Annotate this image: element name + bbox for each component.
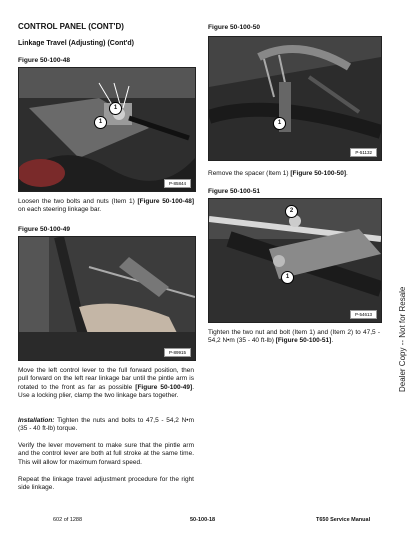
figure-caption-50: Figure 50-100-50: [208, 24, 261, 31]
photo-id-49: P-89915: [164, 348, 191, 357]
paragraph-tighten: Tighten the two nut and bolt (Item 1) and (Item 2) to 47,5 - 54,2 N•m (35 - 40 ft-lb) [Figure 50-100-51].: [208, 329, 380, 345]
paragraph-loosen-bolts: Loosen the two bolts and nuts (Item 1) [Figure 50-100-48] on each steering linkage bar.: [18, 198, 194, 214]
callout-1-b: 1: [94, 116, 107, 129]
paragraph-installation: Installation: Tighten the nuts and bolts to 47,5 - 54,2 N•m (35 - 40 ft-lb) torque.: [18, 417, 194, 433]
photo-id-48: P-85844: [164, 179, 191, 188]
callout-1-c: 1: [273, 117, 286, 130]
callout-2: 2: [285, 205, 298, 218]
dealer-copy-note: Dealer Copy -- Not for Resale: [398, 286, 407, 392]
footer-page-count: 602 of 1288: [53, 517, 83, 523]
footer-section-page: 50-100-18: [190, 517, 216, 523]
figure-caption-48: Figure 50-100-48: [18, 57, 71, 64]
figure-photo-49: [18, 236, 196, 361]
figure-photo-50: [208, 36, 382, 161]
figure-photo-51: [208, 198, 382, 323]
subsection-title: Linkage Travel (Adjusting) (Cont'd): [18, 40, 134, 47]
figure-caption-49: Figure 50-100-49: [18, 226, 71, 233]
callout-1-d: 1: [281, 271, 294, 284]
section-title: CONTROL PANEL (CONT'D): [18, 22, 124, 31]
figure-photo-48: [18, 67, 196, 192]
paragraph-move-lever: Move the left control lever to the full forward position, then pull forward on the left rear linkage bar until the pintle arm is rotated to the front as far as possible [Figure 50-100-49]. Use a locking plier, clamp the two linkage bars together.: [18, 367, 194, 400]
figure-caption-51: Figure 50-100-51: [208, 188, 261, 195]
paragraph-repeat: Repeat the linkage travel adjustment procedure for the right side linkage.: [18, 476, 194, 492]
paragraph-remove-spacer: Remove the spacer (Item 1) [Figure 50-100-50].: [208, 170, 348, 177]
photo-id-50: P-51132: [350, 148, 377, 157]
paragraph-verify: Verify the lever movement to make sure that the pintle arm and the control lever are both at full stroke at the same time. This will allow for maximum forward speed.: [18, 442, 194, 466]
footer-manual-title: T650 Service Manual: [316, 517, 371, 523]
callout-1-a: 1: [109, 102, 122, 115]
photo-id-51: P-54613: [350, 310, 377, 319]
